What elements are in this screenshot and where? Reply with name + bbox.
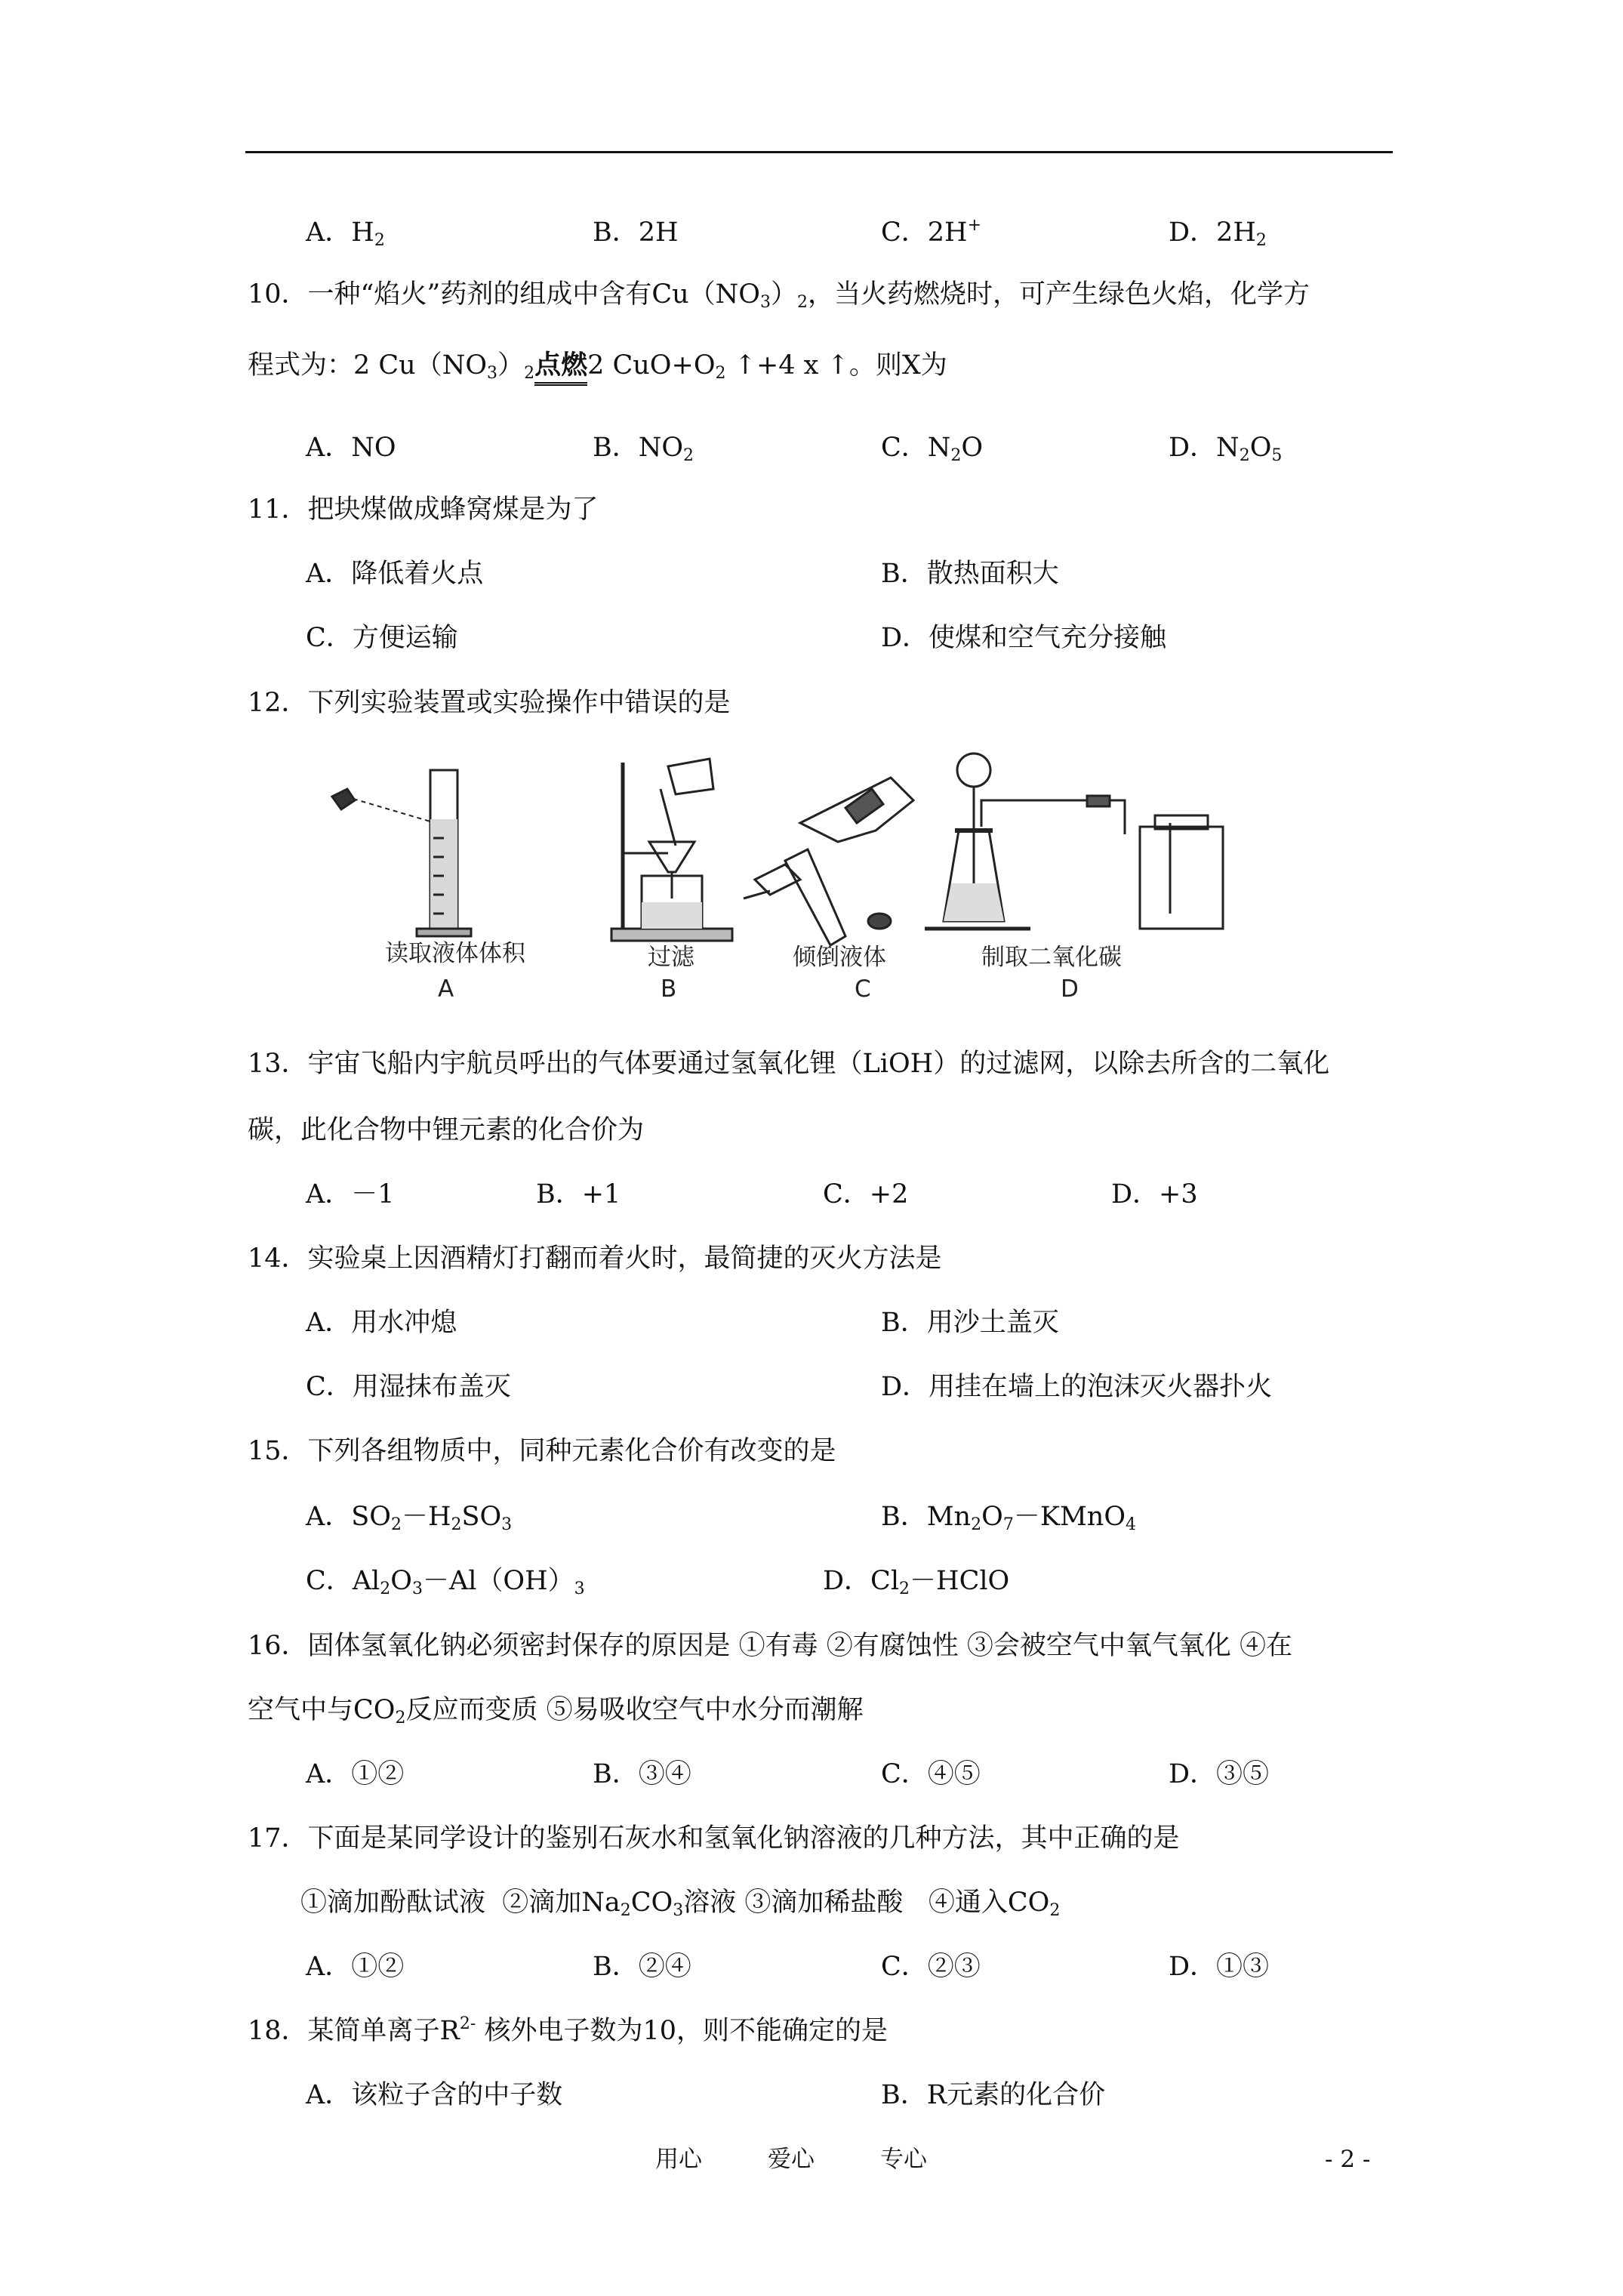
- q16-option-c: C．④⑤: [881, 1759, 981, 1789]
- reaction-condition: 点燃: [534, 350, 587, 386]
- footer-word-2: 爱心: [768, 2146, 815, 2173]
- q16-stem-line2: 空气中与$CO_2$反应而变质 ⑤易吸收空气中水分而潮解: [248, 1695, 864, 1727]
- pouring-liquid-illustration: [744, 778, 913, 945]
- q10-stem-line2: 程式为：2 $Cu(NO_3)_2$点燃2 $CuO+O_2$ ↑+4 x ↑。则X为: [248, 349, 947, 382]
- q9-option-d: D．$2H_2$: [1169, 217, 1267, 250]
- q17-option-b: B．②④: [593, 1952, 691, 1982]
- q15-option-c: C．$Al_2O_3-Al(OH)_3$: [306, 1566, 585, 1598]
- filtration-illustration: [611, 759, 732, 941]
- q17-option-d: D．①③: [1169, 1952, 1270, 1982]
- q17-stem: 17．下面是某同学设计的鉴别石灰水和氢氧化钠溶液的几种方法，其中正确的是: [248, 1823, 1180, 1854]
- letter-a: A: [438, 975, 454, 1003]
- q11-option-b: B．散热面积大: [881, 559, 1059, 589]
- q10-option-d: D．$N_2O_5$: [1169, 433, 1283, 465]
- q10-stem-line1: 10．一种“焰火”药剂的组成中含有$Cu(NO_3)_2$，当火药燃烧时，可产生绿色火焰，化学方: [248, 279, 1310, 312]
- q10-option-b: B．$NO_2$: [593, 433, 694, 465]
- q17-option-a: A．①②: [306, 1952, 405, 1982]
- graduated-cylinder-illustration: [332, 770, 471, 936]
- q10-option-c: C．$N_2O$: [881, 433, 984, 465]
- q15-option-a: A．$SO_2-H_2SO_3$: [306, 1502, 513, 1534]
- q17-option-c: C．②③: [881, 1952, 981, 1982]
- co2-generator-illustration: [925, 754, 1223, 929]
- q18-stem: 18．某简单离子$R^{2-}$ 核外电子数为10，则不能确定的是: [248, 2014, 888, 2046]
- q9-option-a: A．$H_2$: [306, 217, 385, 250]
- q14-option-d: D．用挂在墙上的泡沫灭火器扑火: [881, 1372, 1273, 1402]
- q13-option-a: A．－1: [306, 1179, 395, 1210]
- q15-option-b: B．$Mn_2O_7-KMnO_4$: [881, 1502, 1137, 1534]
- apparatus-captions: [385, 940, 1122, 1003]
- q13-option-d: D．+3: [1111, 1179, 1198, 1210]
- caption-d: 制取二氧化碳: [981, 944, 1122, 971]
- q12-stem: 12．下列实验装置或实验操作中错误的是: [248, 688, 731, 718]
- q16-option-d: D．③⑤: [1169, 1759, 1270, 1789]
- header-rule: [245, 151, 1393, 153]
- q9-option-b: B．2H: [593, 217, 679, 248]
- q15-option-d: D．$Cl_2-HClO$: [823, 1566, 1010, 1598]
- q18-option-a: A．该粒子含的中子数: [306, 2080, 563, 2110]
- letter-c: C: [855, 975, 871, 1003]
- q14-stem: 14．实验桌上因酒精灯打翻而着火时，最简捷的灭火方法是: [248, 1244, 942, 1274]
- q9-option-c: C．2H+: [881, 216, 982, 248]
- q11-option-d: D．使煤和空气充分接触: [881, 623, 1167, 653]
- q14-option-a: A．用水冲熄: [306, 1308, 457, 1338]
- letter-b: B: [661, 975, 677, 1003]
- q11-option-c: C．方便运输: [306, 623, 458, 653]
- q16-option-a: A．①②: [306, 1759, 405, 1789]
- caption-a: 读取液体体积: [385, 940, 525, 967]
- q13-option-b: B．+1: [536, 1179, 621, 1210]
- q13-option-c: C．+2: [823, 1179, 909, 1210]
- q12-apparatus-figure: [317, 747, 1321, 1004]
- page-number: - 2 -: [1325, 2146, 1371, 2173]
- q13-stem-line2: 碳，此化合物中锂元素的化合价为: [248, 1115, 645, 1145]
- caption-c: 倾倒液体: [793, 944, 886, 971]
- caption-b: 过滤: [648, 944, 694, 971]
- q14-option-c: C．用湿抹布盖灭: [306, 1372, 511, 1402]
- q17-methods: ①滴加酚酞试液 ②滴加$Na_2CO_3$溶液 ③滴加稀盐酸 ④通入$CO_2$: [300, 1888, 1061, 1920]
- q18-option-b: B．R元素的化合价: [881, 2080, 1106, 2110]
- q11-stem: 11．把块煤做成蜂窝煤是为了: [248, 495, 599, 525]
- q10-option-a: A．NO: [306, 433, 396, 463]
- q11-option-a: A．降低着火点: [306, 559, 484, 589]
- q14-option-b: B．用沙土盖灭: [881, 1308, 1059, 1338]
- q16-option-b: B．③④: [593, 1759, 691, 1789]
- letter-d: D: [1061, 975, 1079, 1003]
- q16-stem-line1: 16．固体氢氧化钠必须密封保存的原因是 ①有毒 ②有腐蚀性 ③会被空气中氧气氧化 ④在: [248, 1631, 1293, 1661]
- q13-stem-line1: 13．宇宙飞船内宇航员呼出的气体要通过氢氧化锂（LiOH）的过滤网，以除去所含的二氧化: [248, 1049, 1330, 1079]
- footer-word-1: 用心: [655, 2146, 702, 2173]
- q15-stem: 15．下列各组物质中，同种元素化合价有改变的是: [248, 1436, 836, 1466]
- footer-word-3: 专心: [880, 2146, 927, 2173]
